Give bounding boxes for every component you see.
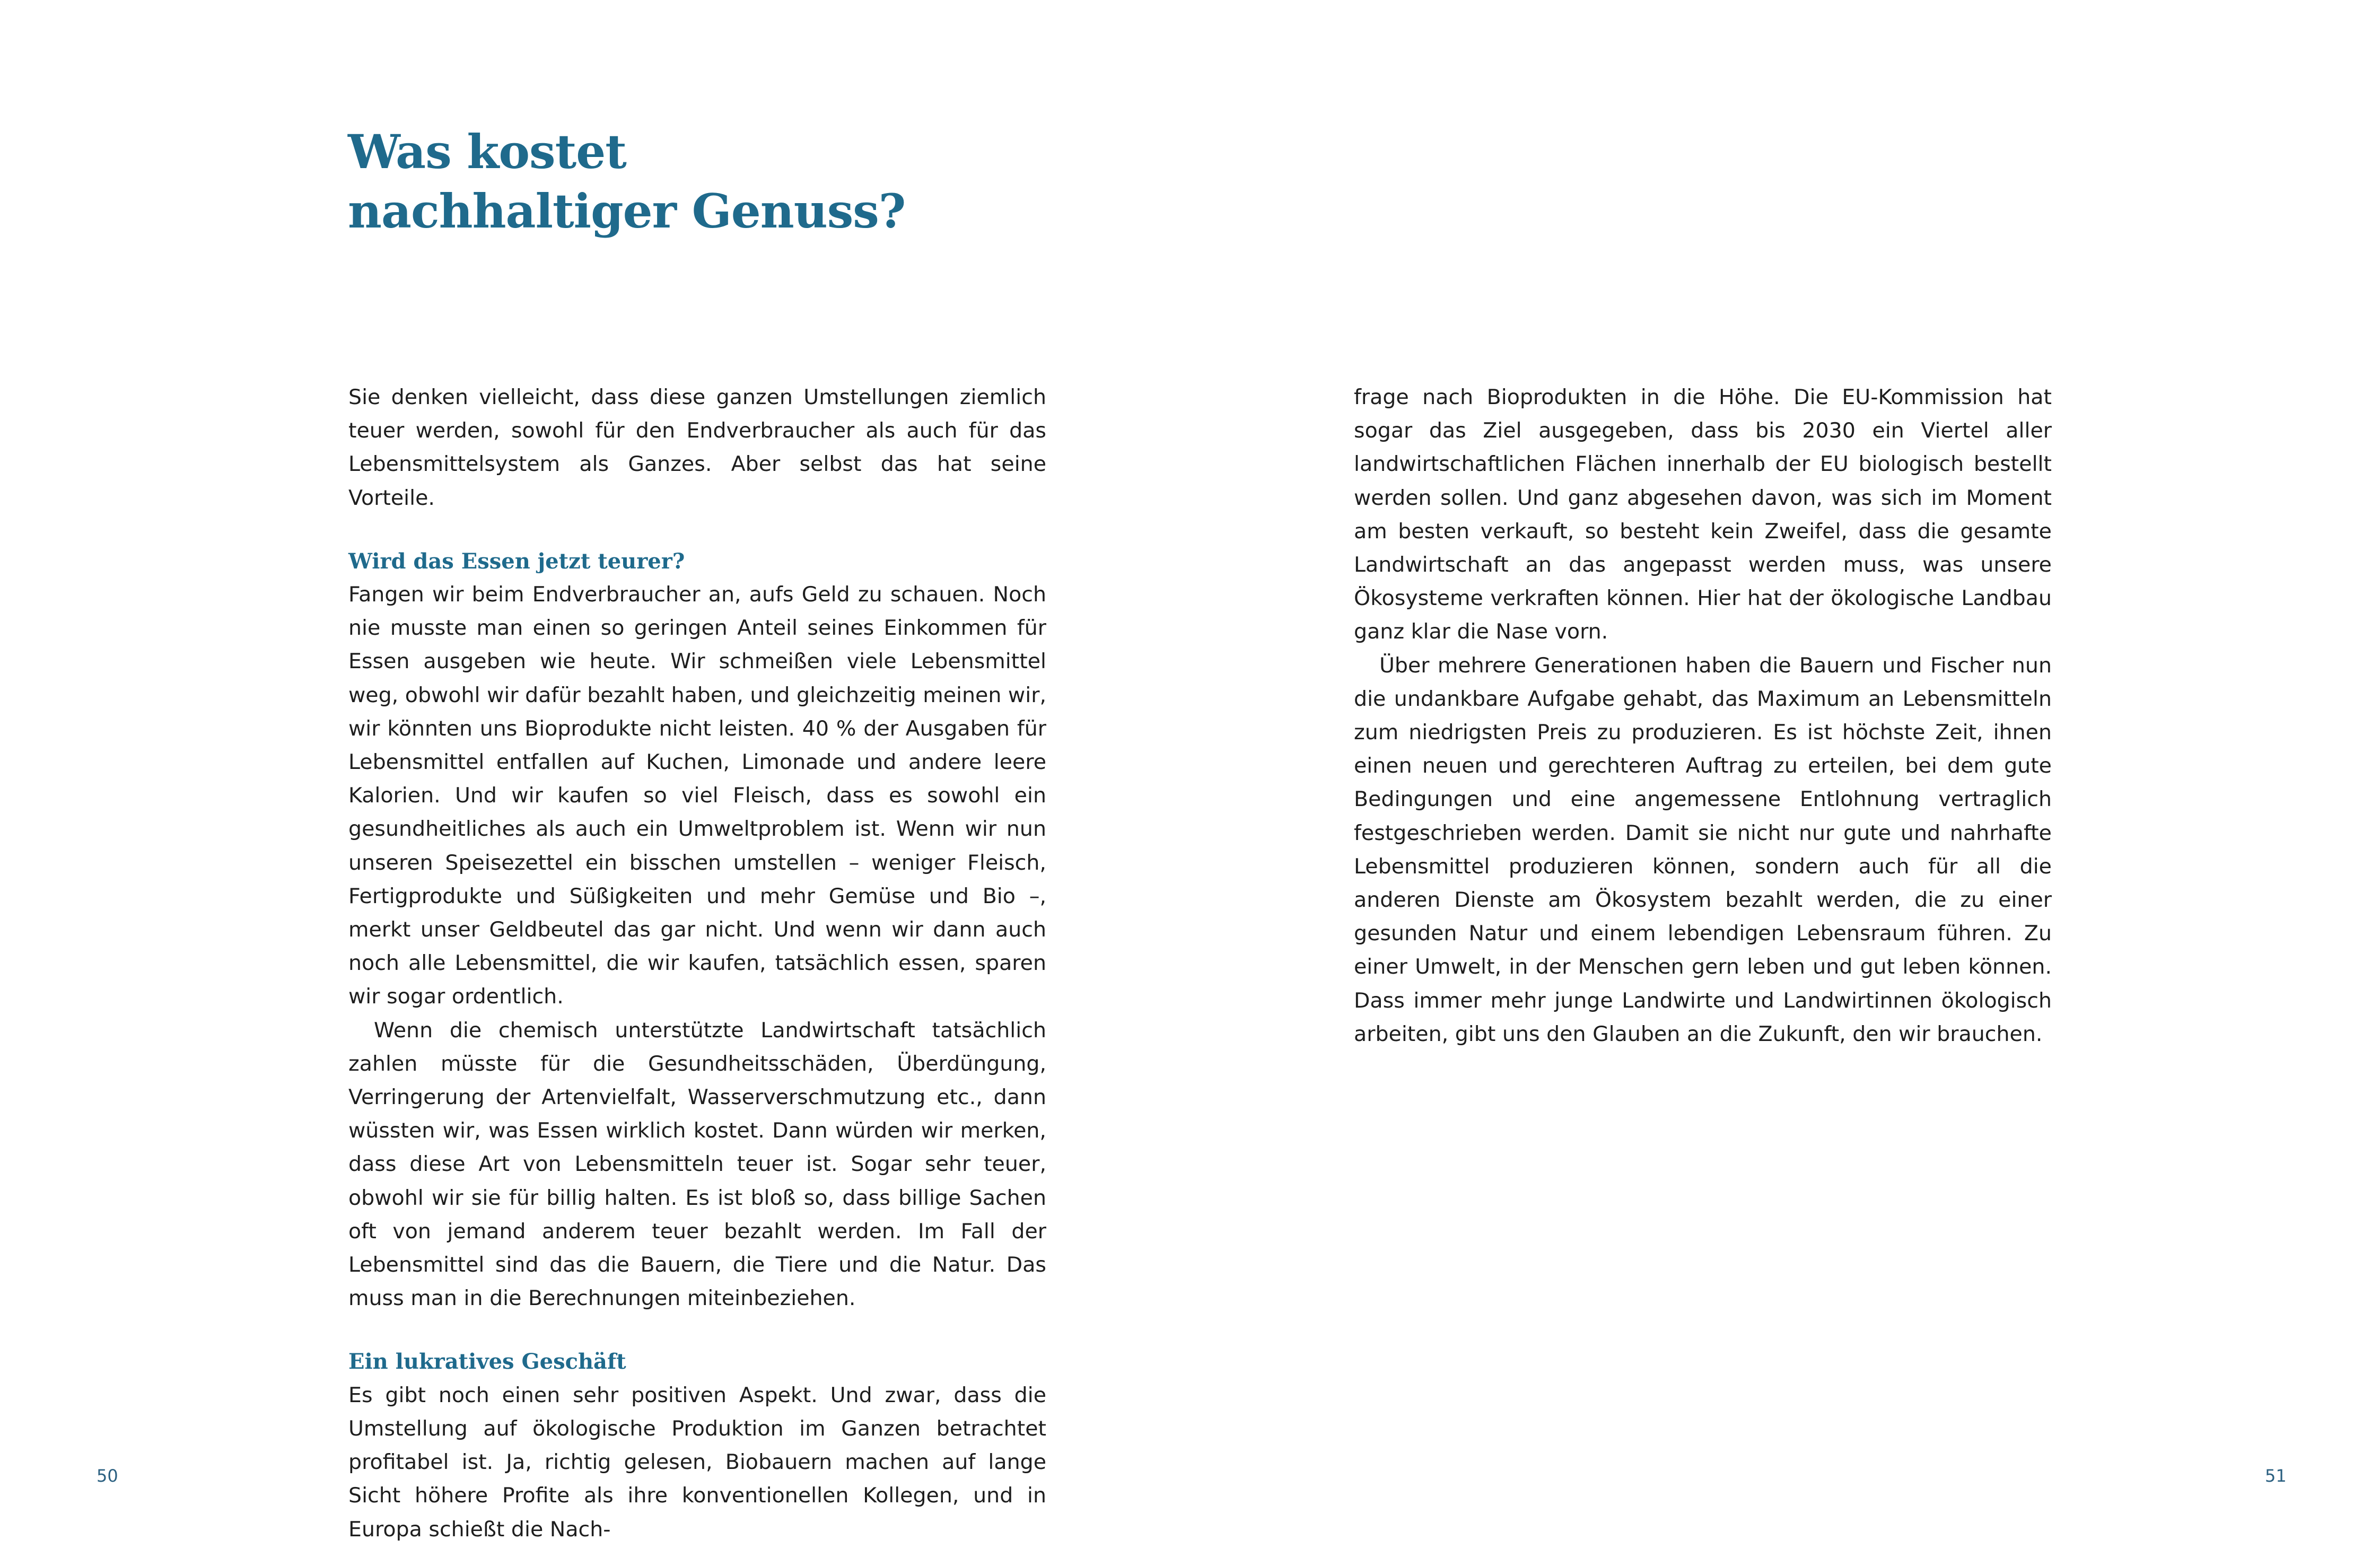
body-paragraph: Wenn die chemisch unterstützte Landwirtschaft tatsächlich zahlen müsste für die Gesundheitsschäden, Überdüngung, Verringerung der Artenvielfalt, Wasserverschmutzung etc., dann wüssten wir, was Essen wirklich kostet. Dann würden wir merken, dass diese Art von Lebensmitteln teuer ist. Sogar sehr teuer, obwohl wir sie für billig halten. Es ist bloß so, dass billige Sachen oft von jemand anderem teuer bezahlt werden. Im Fall der Lebensmittel sind das die Bauern, die Tiere und die Natur. Das muss man in die Berechnungen miteinbeziehen. [348,1018,1046,1311]
body-paragraph: Es gibt noch einen sehr positiven Aspekt. Und zwar, dass die Umstellung auf ökologische Produktion im Ganzen betrachtet profitabel ist. Ja, richtig gelesen, Biobauern machen auf lange Sicht höhere Profite als ihre konventionellen Kollegen, und in Europa schießt die Nach- [348,1383,1046,1542]
title-line-1: Was kostet [348,124,626,179]
page-number-left: 50 [97,1466,118,1486]
right-column [1354,381,2052,1051]
body-paragraph: Über mehrere Generationen haben die Bauern und Fischer nun die undankbare Aufgabe gehabt, das Maximum an Lebensmitteln zum niedrigsten Preis zu produzieren. Es ist höchste Zeit, ihnen einen neuen und gerechteren Auftrag zu erteilen, bei dem gute Bedingungen und eine angemessene Entlohnung vertraglich festgeschrieben werden. Damit sie nicht nur gute und nahrhafte Lebensmittel produzieren können, sondern auch für all die anderen Dienste am Ökosystem bezahlt werden, die zu einer gesunden Natur und einem lebendigen Lebensraum führen. Zu einer Umwelt, in der Menschen gern leben und gut leben können. Dass immer mehr junge Landwirte und Landwirtinnen ökologisch arbeiten, gibt uns den Glauben an die Zukunft, den wir brauchen. [1354,653,2052,1046]
title-line-2: nachhaltiger Genuss? [348,183,906,239]
body-paragraph: Fangen wir beim Endverbraucher an, aufs Geld zu schauen. Noch nie musste man einen so geringen Anteil seines Einkommen für Essen ausgeben wie heute. Wir schmeißen viele Lebensmittel weg, obwohl wir dafür bezahlt haben, und gleichzeitig meinen wir, wir könnten uns Bioprodukte nicht leisten. 40 % der Ausgaben für Lebensmittel entfallen auf Kuchen, Limonade und andere leere Kalorien. Und wir kaufen so viel Fleisch, dass es sowohl ein gesundheitliches als auch ein Umweltproblem ist. Wenn wir nun unseren Speisezettel ein bisschen umstellen – weniger Fleisch, Fertigprodukte und Süßigkeiten und mehr Gemüse und Bio –, merkt unser Geldbeutel das gar nicht. Und wenn wir dann auch noch alle Lebensmittel, die wir kaufen, tatsächlich essen, sparen wir sogar ordentlich. [348,582,1046,1009]
page-number-right: 51 [2265,1466,2287,1486]
left-column [348,381,1046,1546]
section-heading-business: Ein lukratives Geschäft [348,1349,626,1375]
body-paragraph: frage nach Bioprodukten in die Höhe. Die EU-Kommission hat sogar das Ziel ausgegeben, dass bis 2030 ein Viertel aller landwirtschaftlichen Flächen innerhalb der EU biologisch bestellt werden sollen. Und ganz abgesehen davon, was sich im Moment am besten verkauft, so besteht kein Zweifel, dass die gesamte Landwirtschaft an das angepasst werden muss, was unsere Ökosysteme verkraften können. Hier hat der ökologische Landbau ganz klar die Nase vorn. [1354,385,2052,644]
page-title [348,122,1143,241]
section-heading-price: Wird das Essen jetzt teurer? [348,548,685,574]
intro-paragraph: Sie denken vielleicht, dass diese ganzen Umstellungen ziemlich teuer werden, sowohl für den Endverbraucher als auch für das Lebensmittelsystem als Ganzes. Aber selbst das hat seine Vorteile. [348,385,1046,510]
